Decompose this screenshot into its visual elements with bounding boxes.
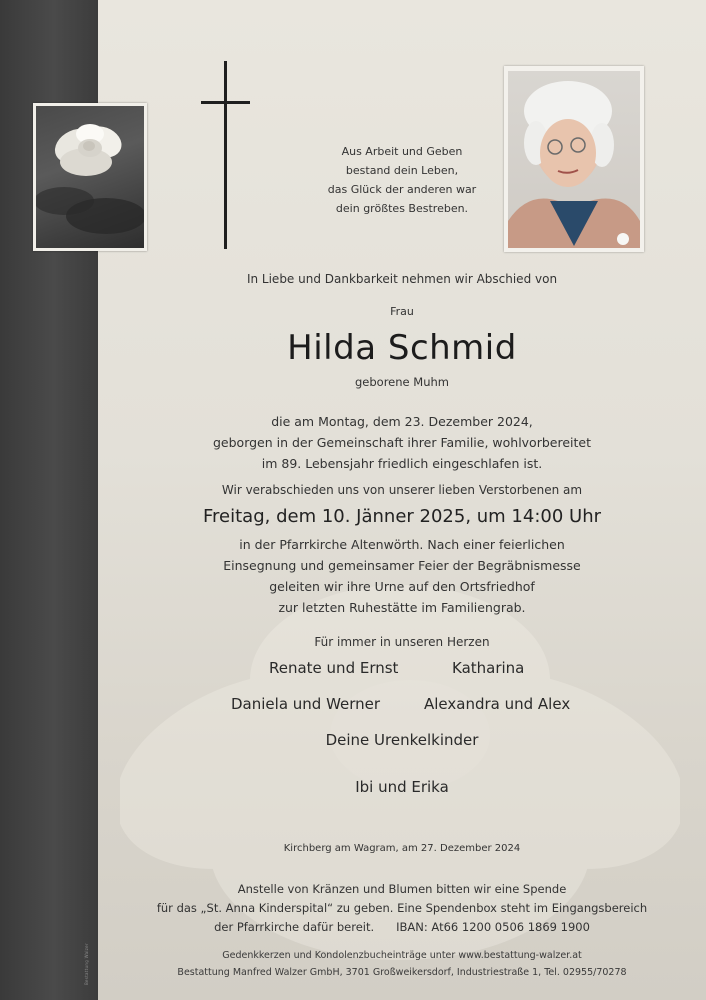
iban: IBAN: At66 1200 0506 1869 1900	[396, 920, 590, 934]
funeral-date: Freitag, dem 10. Jänner 2025, um 14:00 Uhr	[202, 506, 602, 527]
ceremony-line: Einsegnung und gemeinsamer Feier der Begräbnismesse	[223, 558, 581, 573]
donation-line-iban	[98, 918, 706, 937]
footer-line: Bestattung Manfred Walzer GmbH, 3701 Großweikersdorf, Industriestraße 1, Tel. 02955/70278	[177, 967, 627, 978]
intro-text: In Liebe und Dankbarkeit nehmen wir Abschied von	[246, 272, 558, 286]
family-member: Renate und Ernst	[269, 659, 399, 677]
maiden-name: geborene Muhm	[355, 375, 449, 389]
cross-horizontal-bar	[201, 101, 250, 104]
death-line: die am Montag, dem 23. Dezember 2024,	[271, 414, 533, 429]
donation-notice	[98, 880, 706, 937]
footer	[98, 947, 706, 981]
family-member: Ibi und Erika	[355, 778, 449, 796]
quote-verse	[98, 142, 706, 218]
quote-line: dein größtes Bestreben.	[335, 202, 469, 215]
deceased-name: Hilda Schmid	[287, 328, 517, 368]
death-notice	[98, 411, 706, 474]
death-line: geborgen in der Gemeinschaft ihrer Familie, wohlvorbereitet	[212, 435, 591, 450]
ceremony-line: geleiten wir ihre Urne auf den Ortsfriedhof	[269, 579, 535, 594]
ceremony-details	[98, 534, 706, 618]
quote-line: Aus Arbeit und Geben	[341, 145, 463, 158]
ceremony-line: zur letzten Ruhestätte im Familiengrab.	[278, 600, 526, 615]
donation-line: Anstelle von Kränzen und Blumen bitten wir eine Spende	[237, 882, 567, 896]
quote-line: das Glück der anderen war	[327, 183, 477, 196]
side-credit-text: Bestattung Walzer	[84, 943, 89, 985]
family-member: Deine Urenkelkinder	[325, 731, 479, 749]
place-and-date: Kirchberg am Wagram, am 27. Dezember 2024	[283, 843, 521, 854]
hearts-heading: Für immer in unseren Herzen	[314, 635, 490, 649]
salutation: Frau	[390, 305, 414, 318]
death-line: im 89. Lebensjahr friedlich eingeschlafen ist.	[261, 456, 543, 471]
donation-line: der Pfarrkirche dafür bereit.	[214, 920, 375, 934]
quote-line: bestand dein Leben,	[345, 164, 459, 177]
family-member: Katharina	[452, 659, 525, 677]
footer-line: Gedenkkerzen und Kondolenzbucheinträge unter www.bestattung-walzer.at	[222, 950, 582, 961]
family-member: Alexandra und Alex	[424, 695, 571, 713]
donation-line: für das „St. Anna Kinderspital“ zu geben. Eine Spendenbox steht im Eingangsbereich	[156, 901, 648, 915]
family-member: Daniela und Werner	[231, 695, 381, 713]
farewell-intro: Wir verabschieden uns von unserer lieben Verstorbenen am	[221, 483, 583, 497]
ceremony-line: in der Pfarrkirche Altenwörth. Nach einer feierlichen	[239, 537, 565, 552]
